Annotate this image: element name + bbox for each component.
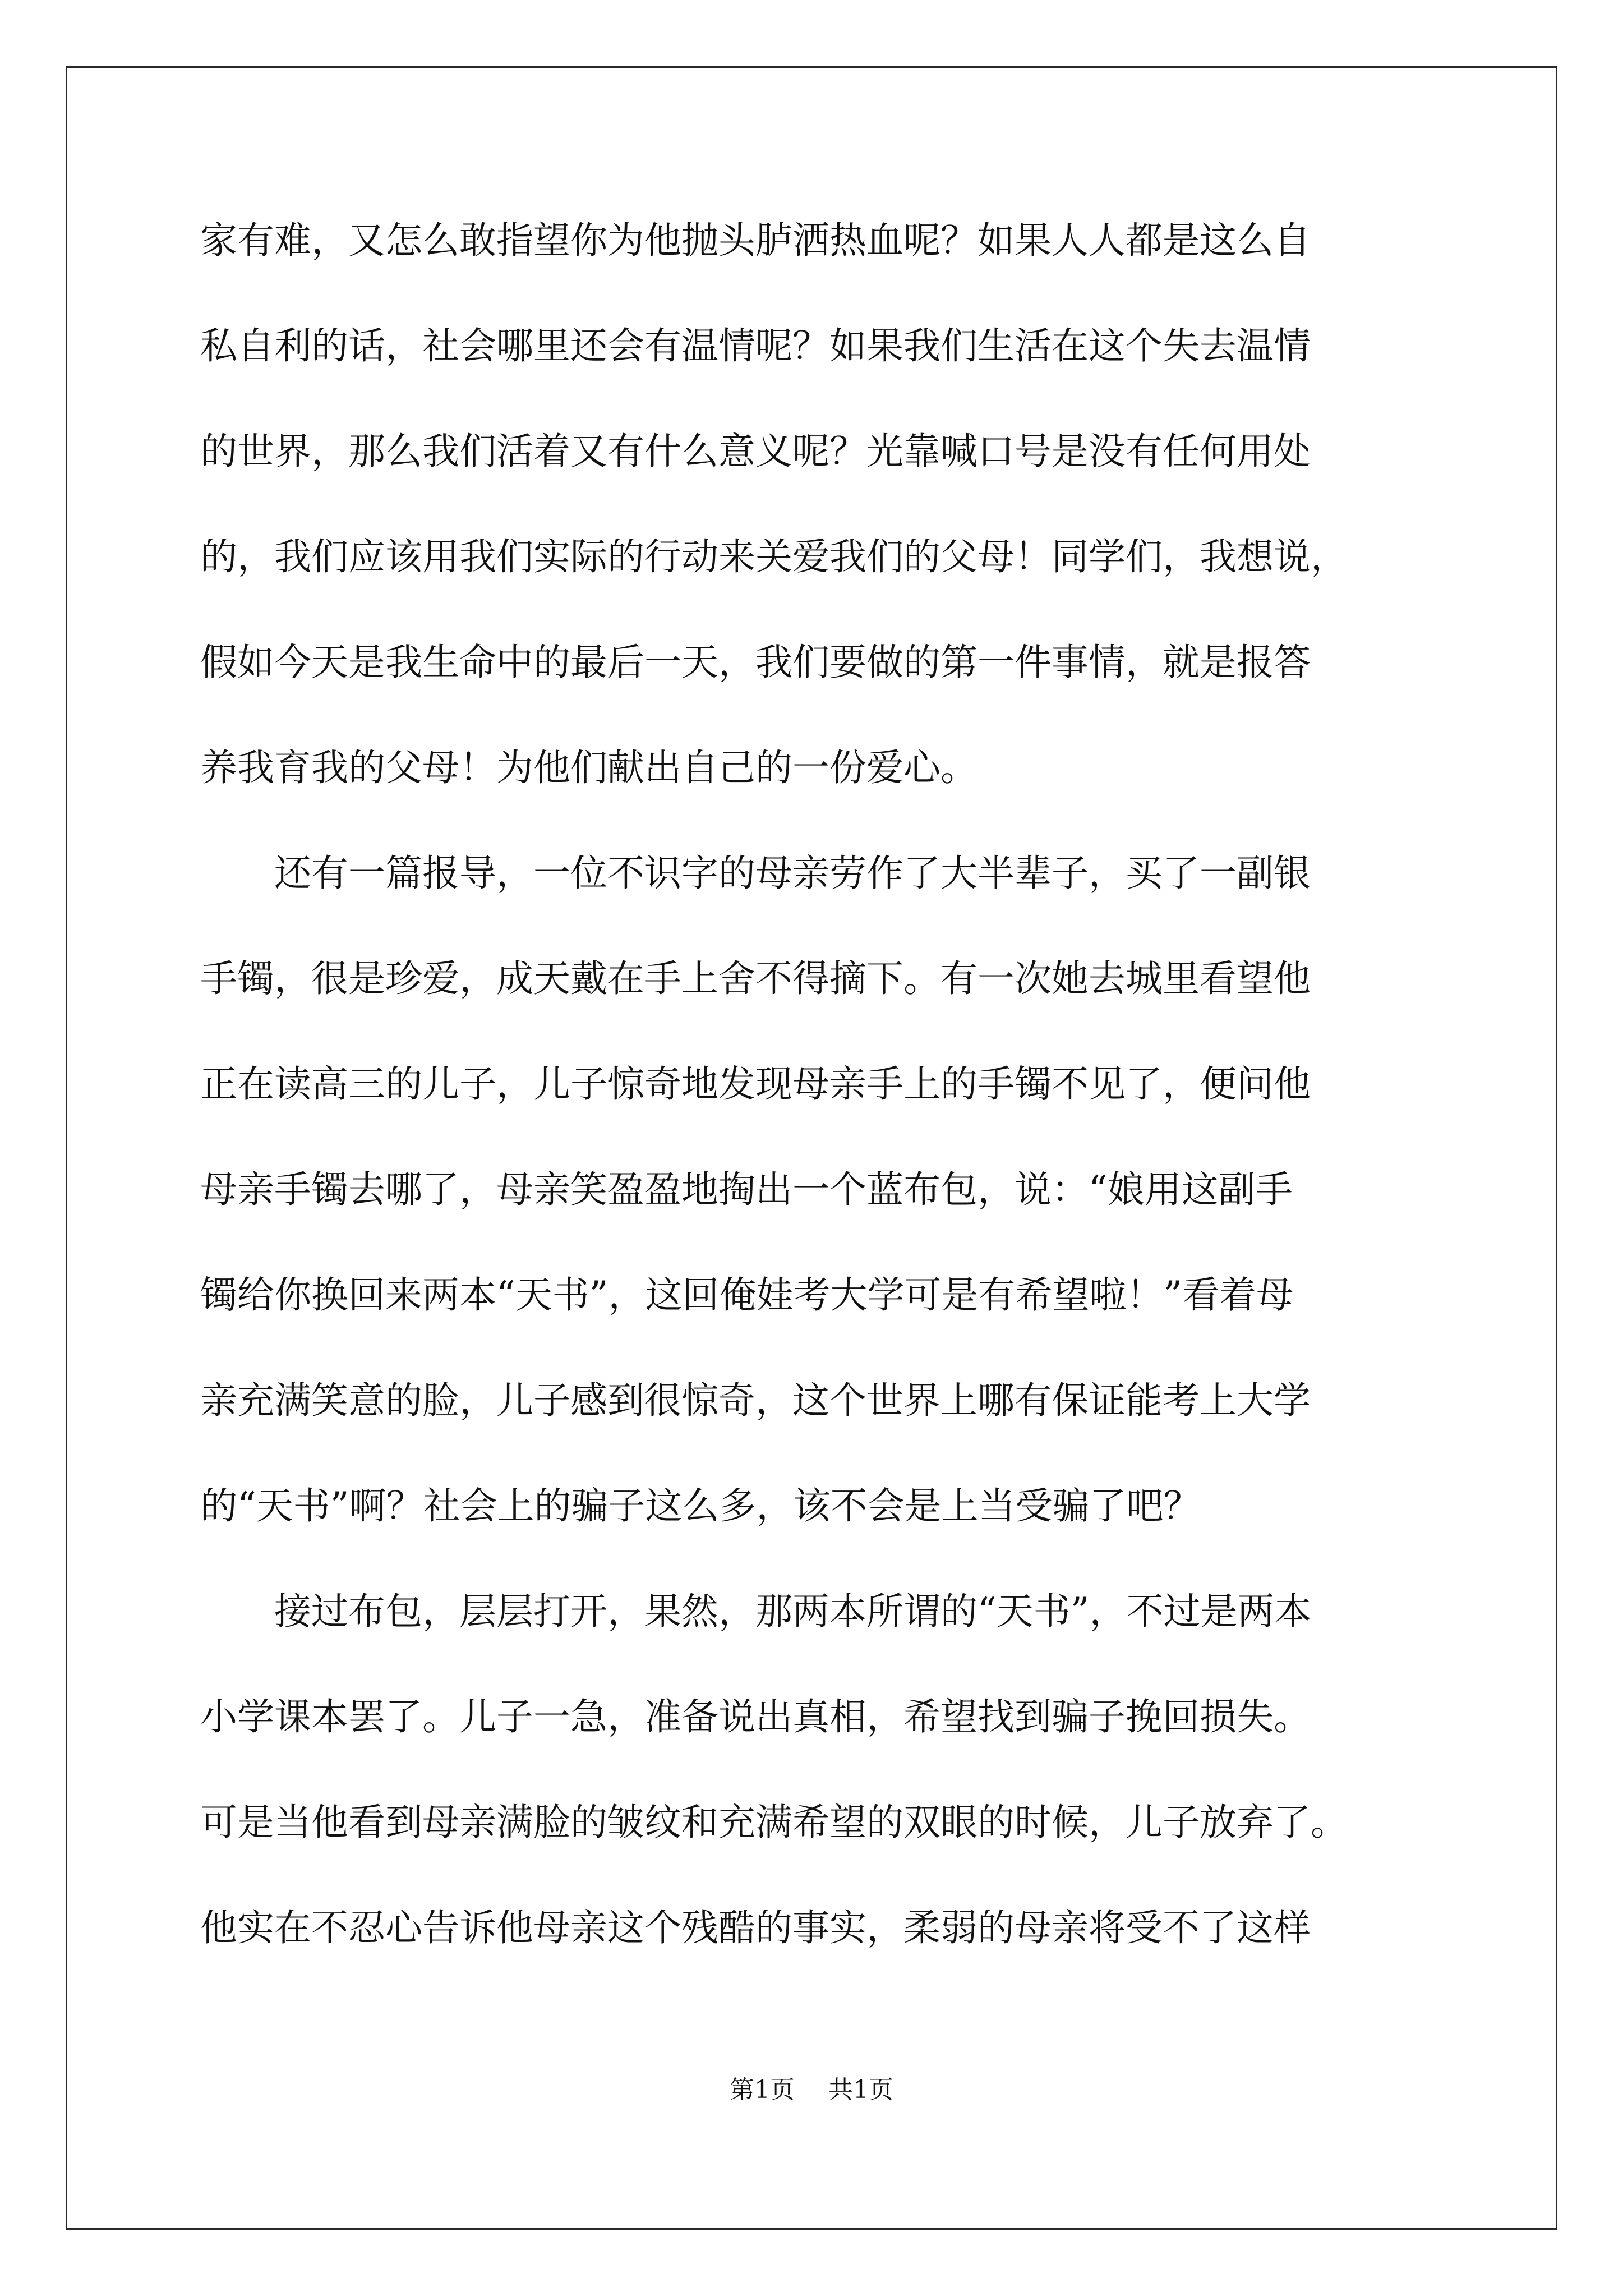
text-line: 的，我们应该用我们实际的行动来关爱我们的父母！同学们，我想说，	[200, 535, 1348, 578]
text-line: 可是当他看到母亲满脸的皱纹和充满希望的双眼的时候，儿子放弃了。	[200, 1801, 1348, 1844]
text-line: 他实在不忍心告诉他母亲这个残酷的事实，柔弱的母亲将受不了这样	[200, 1906, 1311, 1949]
text-line: 镯给你换回来两本“天书”，这回俺娃考大学可是有希望啦！”看着母	[200, 1273, 1294, 1317]
text-line: 小学课本罢了。儿子一急，准备说出真相，希望找到骗子挽回损失。	[200, 1695, 1311, 1738]
page-footer	[0, 2073, 1623, 2107]
text-line: 正在读高三的儿子，儿子惊奇地发现母亲手上的手镯不见了，便问他	[200, 1062, 1311, 1106]
page-number: 第1页	[730, 2076, 795, 2104]
text-line: 母亲手镯去哪了，母亲笑盈盈地掏出一个蓝布包，说：“娘用这副手	[200, 1168, 1293, 1211]
text-line: 的世界，那么我们活着又有什么意义呢？光靠喊口号是没有任何用处	[200, 430, 1311, 473]
text-line: 假如今天是我生命中的最后一天，我们要做的第一件事情，就是报答	[200, 641, 1311, 684]
text-line: 还有一篇报导，一位不识字的母亲劳作了大半辈子，买了一副银	[200, 852, 1311, 895]
text-line: 家有难，又怎么敢指望你为他抛头胪洒热血呢？如果人人都是这么自	[200, 219, 1311, 262]
text-line: 接过布包，层层打开，果然，那两本所谓的“天书”，不过是两本	[200, 1590, 1312, 1633]
page-total: 共1页	[828, 2076, 893, 2104]
text-line: 亲充满笑意的脸，儿子感到很惊奇，这个世界上哪有保证能考上大学	[200, 1379, 1311, 1422]
text-line: 的“天书”啊？社会上的骗子这么多，该不会是上当受骗了吧？	[200, 1484, 1201, 1527]
text-line: 养我育我的父母！为他们献出自己的一份爱心。	[200, 746, 978, 789]
text-line: 私自利的话，社会哪里还会有温情呢？如果我们生活在这个失去温情	[200, 324, 1311, 367]
text-line: 手镯，很是珍爱，成天戴在手上舍不得摘下。有一次她去城里看望他	[200, 957, 1311, 1000]
